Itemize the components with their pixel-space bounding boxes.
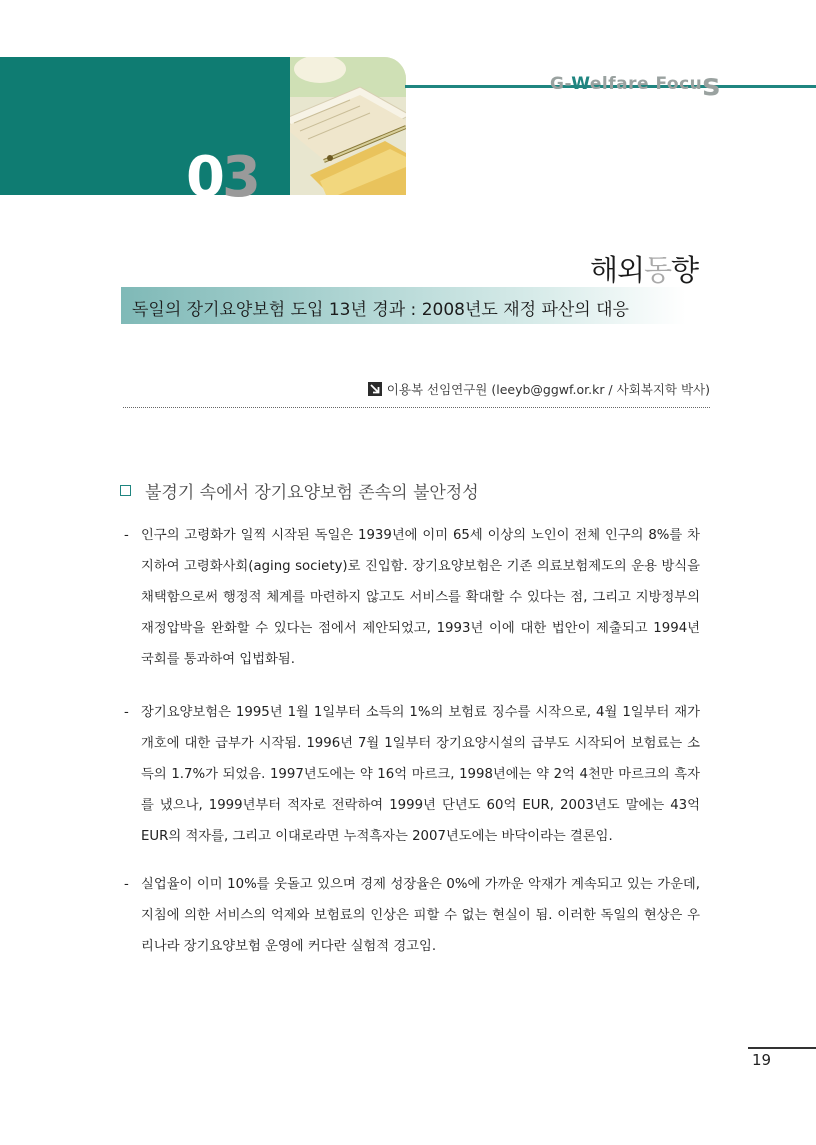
- paragraph-text: 인구의 고령화가 일찍 시작된 독일은 1939년에 이미 65세 이상의 노인이 전체 인구의 8%를 차지하여 고령화사회(aging society)로 진입함. 장기요양보험은 기존 의료보험제도의 운용 방식을 채택함으로써 행정적 체계를 마련하지 않고도 서비스를 확대할 수 있다는 점, 그리고 지방정부의 재정압박을 완화할 수 있다는 점에서 제안되었고, 1993년 이에 대한 법안이 제출되고 1994년 국회를 통과하여 입법화됨.: [141, 528, 700, 667]
- divider: [123, 407, 710, 408]
- issue-number: [186, 145, 258, 210]
- paragraph-dash: -: [124, 877, 129, 892]
- brand-wordmark: [550, 62, 721, 103]
- paragraph-text: 장기요양보험은 1995년 1월 1일부터 소득의 1%의 보험료 징수를 시작으로, 4월 1일부터 재가개호에 대한 급부가 시작됨. 1996년 7월 1일부터 장기요양시설의 급부도 시작되어 보험료는 소득의 1.7%가 되었음. 1997년도에는 약 16억 마르크, 1998년에는 약 2억 4천만 마르크의 흑자를 냈으나, 1999년부터 적자로 전락하여 1999년 단년도 60억 EUR, 2003년도 말에는 43억 EUR의 적자를, 그리고 이대로라면 누적흑자는 2007년도에는 바닥이라는 결론임.: [141, 705, 700, 844]
- section-heading-text: 불경기 속에서 장기요양보험 존속의 불안정성: [145, 483, 479, 503]
- brand-prefix: G-: [550, 74, 572, 94]
- section-label-part2: 동: [643, 253, 671, 287]
- page-number: 19: [752, 1051, 772, 1069]
- section-label-part3: 향: [670, 253, 698, 287]
- brand-mid: elfare Focu: [589, 74, 703, 94]
- brand-end: s: [702, 68, 721, 103]
- paragraph-3: [124, 869, 700, 962]
- brand-w: W: [571, 74, 590, 94]
- arrow-down-right-icon: [368, 382, 382, 396]
- issue-digit-1: 0: [186, 145, 222, 210]
- section-label: [590, 248, 698, 289]
- notebook-pen-photo-icon: [290, 57, 406, 195]
- paragraph-2: [124, 697, 700, 852]
- title-bar: [121, 287, 686, 324]
- issue-digit-2: 3: [221, 145, 258, 210]
- page-number-rule: [748, 1047, 816, 1049]
- paragraph-dash: -: [124, 528, 129, 543]
- author-line: [368, 380, 710, 398]
- section-label-part1: 해외: [589, 253, 644, 287]
- author-text: 이용복 선임연구원 (leeyb@ggwf.or.kr / 사회복지학 박사): [386, 382, 710, 397]
- paragraph-1: [124, 520, 700, 675]
- paragraph-text: 실업율이 이미 10%를 웃돌고 있으며 경제 성장율은 0%에 가까운 악재가 계속되고 있는 가운데, 지침에 의한 서비스의 억제와 보험료의 인상은 피할 수 없는 현실이 됨. 이러한 독일의 현상은 우리나라 장기요양보험 운영에 커다란 실험적 경고임.: [141, 877, 700, 954]
- square-bullet-icon: [120, 485, 131, 496]
- paragraph-dash: -: [124, 705, 129, 720]
- header-photo: [290, 57, 406, 195]
- article-title: 독일의 장기요양보험 도입 13년 경과 : 2008년도 재정 파산의 대응: [132, 300, 629, 320]
- section-heading: [120, 478, 479, 503]
